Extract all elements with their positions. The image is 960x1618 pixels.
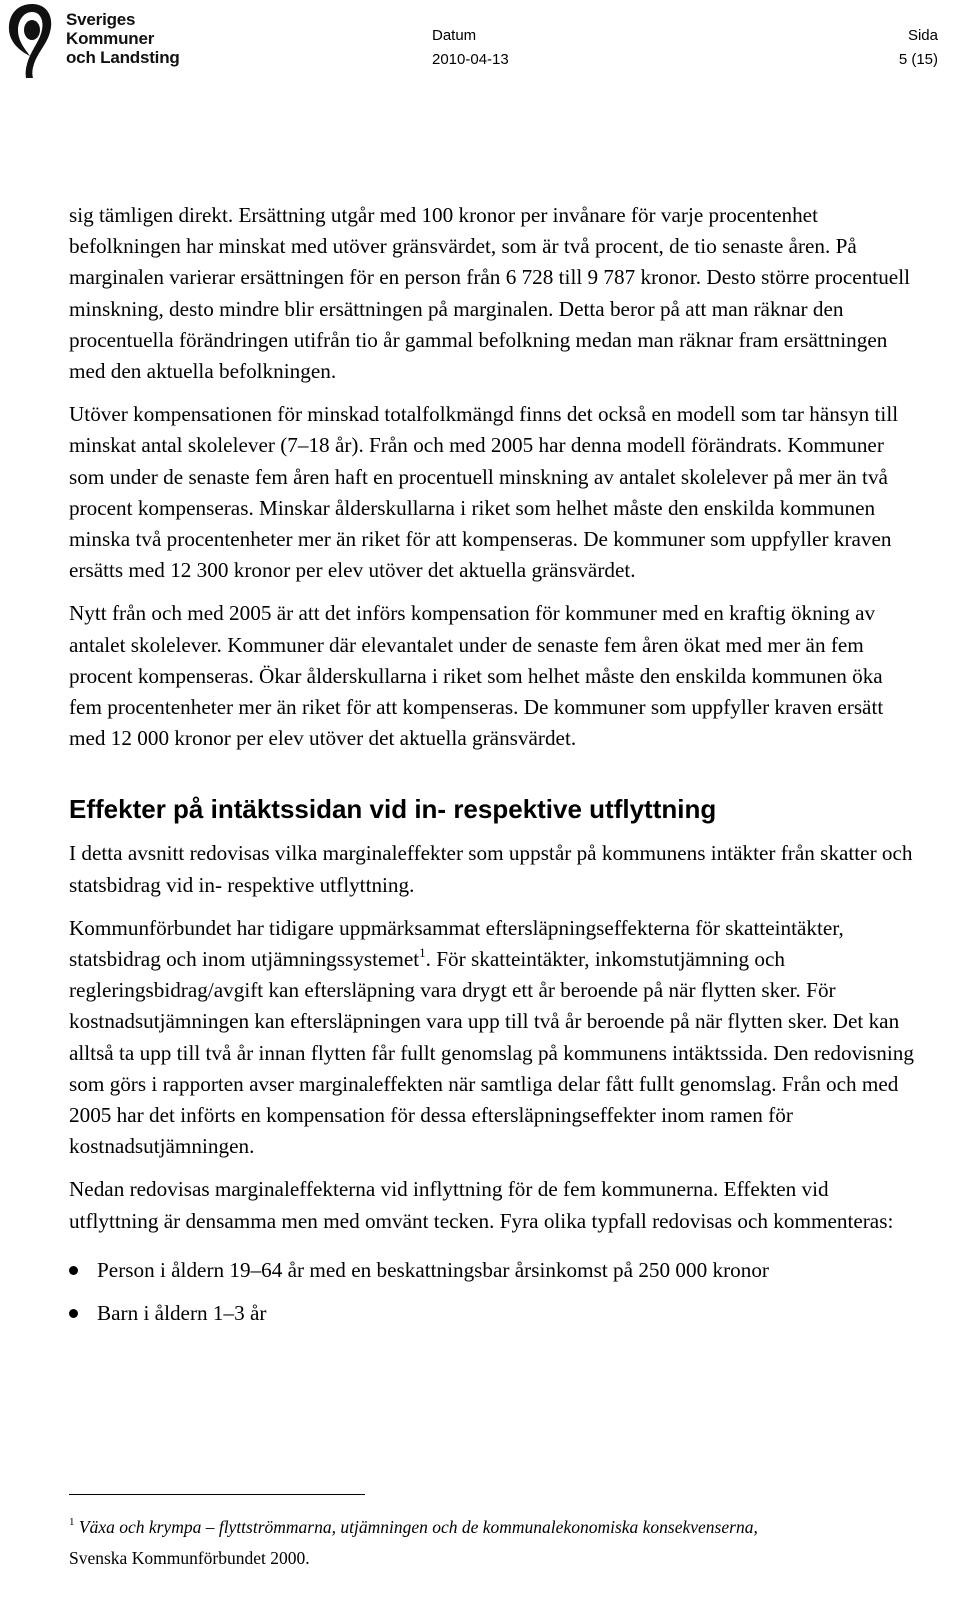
header-page — [899, 24, 938, 72]
paragraph-6: Nedan redovisas marginaleffekterna vid inflyttning för de fem kommunerna. Effekten vid utflyttning är densamma men med omvänt tecken. Fyra olika typfall redovisas och kommenteras: — [69, 1177, 894, 1233]
document-body — [69, 200, 915, 1341]
paragraph-2: Utöver kompensationen för minskad totalfolkmängd finns det också en modell som tar hänsyn till minskat antal skolelever (7–18 år). Från och med 2005 har denna modell förändrats. Kommuner som under de senaste fem åren haft en procentuell minskning av antalet skolelever på mer än två procent kompenseras. Minskar ålderskullarna i riket som helhet måste den enskilda kommunen minska två procentenheter mer än riket för att kompenseras. De kommuner som uppfyller kraven ersätts med 12 300 kronor per elev utöver det aktuella gränsvärdet. — [69, 402, 899, 583]
paragraph-5-text-a: Kommunförbundet har tidigare uppmärksammat eftersläpningseffekterna för skatteintäkter, statsbidrag och inom utjämningssystemet — [69, 915, 844, 972]
case-list — [69, 1255, 915, 1329]
footnote-source: Svenska Kommunförbundet 2000. — [69, 1548, 310, 1568]
footnote-marker: 1 — [69, 1516, 75, 1528]
paragraph-5-text-b: . För skatteintäkter, inkomstutjämning och regleringsbidrag/avgift kan eftersläpning vara drygt ett år beroende på när flytten sker. För kostnadsutjämningen kan eftersläpningen vara upp till två år beroende på när flytten sker. Det kan alltså ta upp till två år innan flytten får fullt genomslag på kommunens intäktssida. Den redovisning som görs i rapporten avser marginaleffekten när samtliga delar fått fullt genomslag. Från och med 2005 har det införts en kompensation för dessa eftersläpningseffekter inom ramen för kostnadsutjämningen. — [69, 947, 914, 1159]
org-name-line-3: och Landsting — [66, 48, 180, 67]
org-name-line-1: Sveriges — [66, 10, 136, 29]
paragraph-3: Nytt från och med 2005 är att det införs kompensation för kommuner med en kraftig ökning av antalet skolelever. Kommuner där elevantalet under de senaste fem åren ökat med mer än fem procent kompenseras. Ökar ålderskullarna i riket som helhet måste den enskilda kommunen öka fem procentenheter mer än riket för att kompenseras. De kommuner som uppfyller kraven ersätt med 12 000 kronor per elev utöver det aktuella gränsvärdet. — [69, 601, 884, 751]
date-value: 2010-04-13 — [432, 51, 509, 68]
list-item-text: Barn i åldern 1–3 år — [97, 1301, 267, 1326]
list-item — [69, 1255, 915, 1286]
list-item — [69, 1298, 915, 1329]
date-label: Datum — [432, 27, 477, 44]
paragraph-4: I detta avsnitt redovisas vilka marginaleffekter som uppstår på kommunens intäkter från skatter och statsbidrag vid in- respektive utflyttning. — [69, 841, 913, 897]
bullet-icon — [69, 1266, 78, 1275]
footnote — [69, 1512, 915, 1574]
page-number: 5 (15) — [898, 51, 938, 68]
bullet-icon — [69, 1309, 78, 1318]
list-item-text: Person i åldern 19–64 år med en beskattningsbar årsinkomst på 250 000 kronor — [97, 1257, 769, 1282]
footnote-reference[interactable]: 1 — [419, 945, 426, 961]
page-label: Sida — [907, 27, 938, 44]
header-date — [432, 24, 509, 72]
logo-emblem-icon — [4, 2, 54, 78]
organization-name — [66, 10, 180, 67]
footnote-divider — [69, 1494, 365, 1495]
paragraph-5 — [69, 913, 915, 1163]
paragraph-1: sig tämligen direkt. Ersättning utgår med 100 kronor per invånare för varje procentenhet befolkningen har minskat med utöver gränsvärdet, som är två procent, de tio senaste åren. På marginalen varierar ersättningen för en person från 6 728 till 9 787 kronor. Desto större procentuell minskning, desto mindre blir ersättningen på marginalen. Detta beror på att man räknar den procentuella förändringen utifrån tio år gammal befolkning medan man räknar fram ersättningen med den aktuella befolkningen. — [69, 203, 910, 384]
section-heading: Effekter på intäktssidan vid in- respektive utflyttning — [69, 794, 717, 825]
organization-logo — [4, 2, 180, 78]
org-name-line-2: Kommuner — [66, 29, 155, 48]
footnote-title: Växa och krympa – flyttströmmarna, utjämningen och de kommunalekonomiska konsekvenserna, — [78, 1517, 758, 1537]
